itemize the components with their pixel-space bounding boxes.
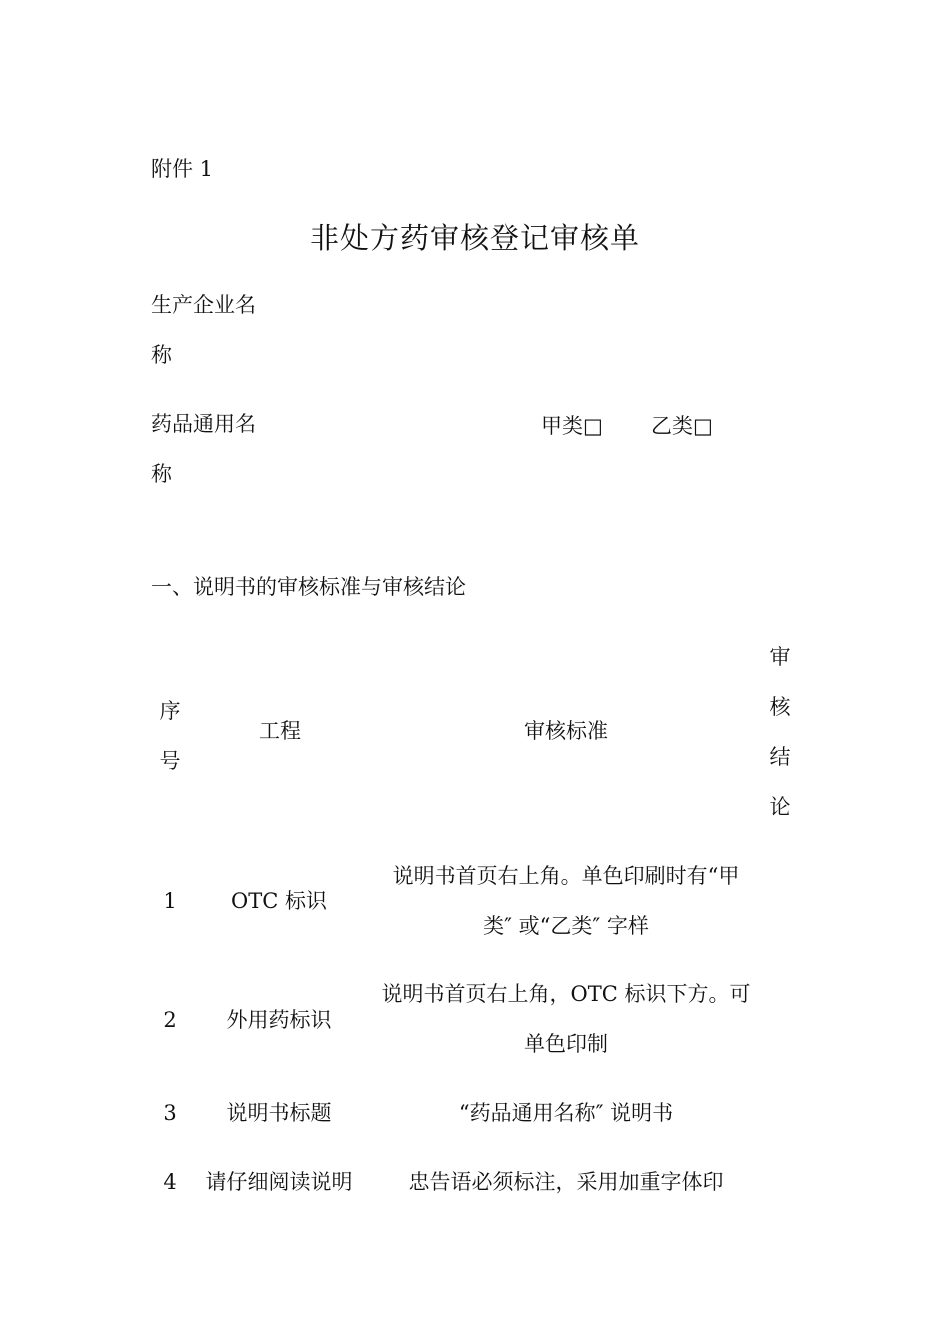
section-heading: 一、说明书的审核标准与审核结论 <box>151 575 466 599</box>
row-standard: 说明书首页右上角。单色印刷时有“甲类″ 或“乙类″ 字样 <box>392 864 740 938</box>
row-item: OTC 标识 <box>231 889 327 913</box>
manufacturer-label: 生产企业名称 <box>151 293 256 367</box>
row-number: 1 <box>163 889 177 913</box>
row-item: 说明书标题 <box>226 1101 332 1125</box>
row-item: 请仔细阅读说明 <box>205 1170 353 1194</box>
column-header-item: 工程 <box>259 719 301 743</box>
row-standard: 说明书首页右上角，OTC 标识下方。可单色印制 <box>381 982 751 1056</box>
row-number: 3 <box>163 1101 177 1125</box>
document-title: 非处方药审核登记审核单 <box>309 221 640 255</box>
row-standard: “药品通用名称″ 说明书 <box>458 1101 674 1125</box>
row-number: 4 <box>163 1170 177 1194</box>
drug-name-label: 药品通用名称 <box>151 412 256 486</box>
column-header-result: 审核结论 <box>769 645 791 819</box>
column-header-no: 序号 <box>159 699 181 773</box>
category-b-checkbox[interactable]: 乙类□ <box>651 414 713 438</box>
row-item: 外用药标识 <box>226 1008 332 1032</box>
attachment-label: 附件 1 <box>151 157 214 181</box>
column-header-standard: 审核标准 <box>524 719 608 743</box>
category-a-checkbox[interactable]: 甲类□ <box>541 414 603 438</box>
row-number: 2 <box>163 1008 177 1032</box>
row-standard: 忠告语必须标注，采用加重字体印 <box>408 1170 724 1194</box>
